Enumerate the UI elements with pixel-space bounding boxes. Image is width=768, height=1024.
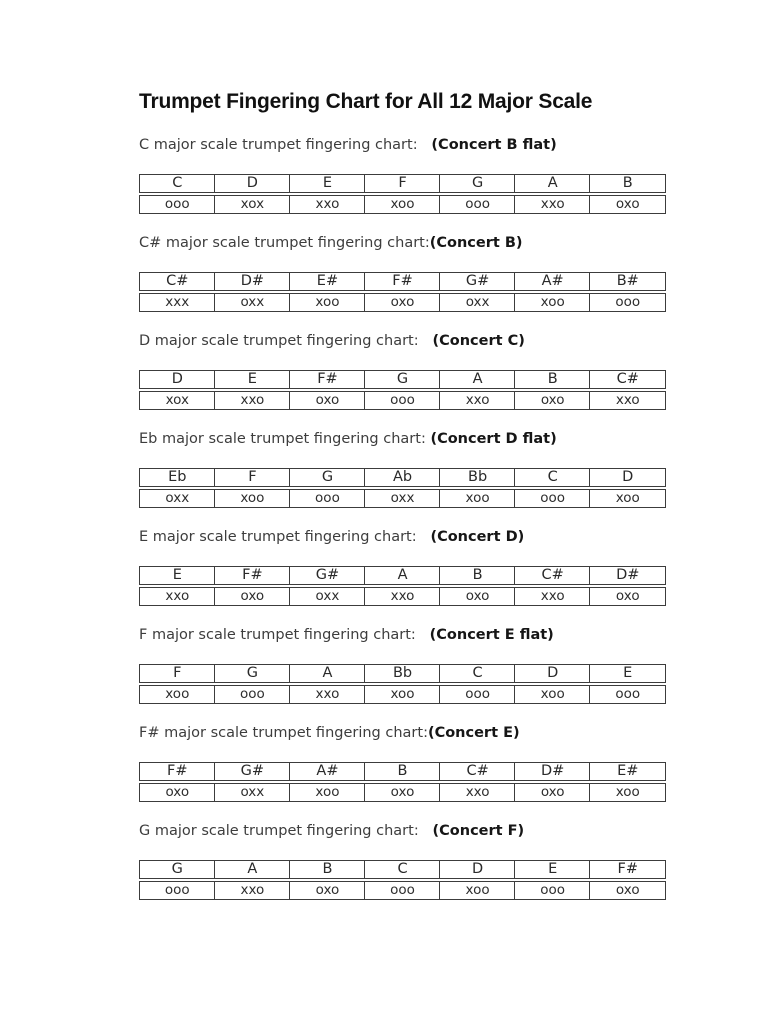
scale-caption [139,626,668,644]
fingering-cell: xoo [439,881,516,900]
scale-caption-concert: (Concert F) [432,823,525,839]
note-cell: B# [589,272,666,291]
fingering-cell: xxx [139,293,216,312]
note-cell: E# [589,762,666,781]
fingering-table [139,664,666,704]
scale-caption-text: E major scale trumpet fingering chart: [139,529,431,545]
fingering-cell: xxo [364,587,441,606]
scale-caption-concert: (Concert D) [430,529,525,545]
note-cell: Bb [439,468,516,487]
fingering-cell: oxx [289,587,366,606]
scale-section [139,724,668,802]
note-cell: E [139,566,216,585]
scale-caption-concert: (Concert B) [429,235,523,251]
page-title: Trumpet Fingering Chart for All 12 Major Scale [139,90,593,113]
fingering-cell: xox [214,195,291,214]
fingering-cell: xoo [514,293,591,312]
fingering-cell: oxx [214,293,291,312]
scale-caption-concert: (Concert C) [432,333,525,349]
fingering-cell: xoo [589,489,666,508]
fingering-cell: xox [139,391,216,410]
scale-caption-text: C# major scale trumpet fingering chart: [139,235,430,251]
scale-section [139,822,668,900]
note-cell: B [589,174,666,193]
fingering-cell: oxo [289,881,366,900]
fingering-cell: oxo [139,783,216,802]
note-cell: E [589,664,666,683]
fingering-cell: xoo [289,783,366,802]
scale-caption [139,528,668,546]
fingering-table [139,174,666,214]
fingering-cell: ooo [289,489,366,508]
scale-caption-concert: (Concert D flat) [430,431,557,447]
note-cell: C# [514,566,591,585]
note-cell: G# [214,762,291,781]
scale-caption [139,724,668,742]
note-cell: C [514,468,591,487]
fingering-cell: ooo [439,685,516,704]
fingering-cell: ooo [364,391,441,410]
note-cell: B [364,762,441,781]
fingering-cell: xoo [214,489,291,508]
note-cell: B [289,860,366,879]
note-row [139,762,666,781]
note-row [139,566,666,585]
fingering-cell: oxo [589,587,666,606]
scale-section [139,430,668,508]
scale-caption [139,234,668,252]
fingering-cell: oxx [439,293,516,312]
fingering-cell: ooo [514,881,591,900]
scale-caption [139,430,668,448]
fingering-cell: xxo [289,685,366,704]
note-cell: F# [589,860,666,879]
fingering-cell: xoo [589,783,666,802]
note-cell: G [214,664,291,683]
fingering-cell: xoo [364,685,441,704]
fingering-cell: oxo [589,195,666,214]
fingering-table [139,272,666,312]
note-cell: G# [439,272,516,291]
note-cell: C# [139,272,216,291]
fingering-cell: oxx [364,489,441,508]
fingering-cell: oxx [139,489,216,508]
fingering-table [139,468,666,508]
note-cell: B [514,370,591,389]
fingering-row [139,391,666,410]
fingering-cell: xoo [139,685,216,704]
note-cell: A [439,370,516,389]
fingering-cell: xoo [289,293,366,312]
fingering-cell: oxo [439,587,516,606]
note-cell: D# [514,762,591,781]
note-cell: F [214,468,291,487]
note-cell: A# [289,762,366,781]
note-row [139,370,666,389]
note-cell: D [589,468,666,487]
fingering-cell: xxo [139,587,216,606]
note-cell: F [139,664,216,683]
fingering-row [139,489,666,508]
note-cell: Ab [364,468,441,487]
note-cell: E [514,860,591,879]
fingering-cell: xxo [214,391,291,410]
note-cell: D [514,664,591,683]
fingering-cell: xoo [364,195,441,214]
note-cell: F# [139,762,216,781]
fingering-cell: oxo [514,391,591,410]
fingering-row [139,783,666,802]
fingering-row [139,293,666,312]
scale-caption-text: G major scale trumpet fingering chart: [139,823,433,839]
fingering-cell: xoo [514,685,591,704]
scale-caption [139,136,668,154]
fingering-row [139,685,666,704]
note-row [139,272,666,291]
scale-section [139,332,668,410]
fingering-cell: ooo [214,685,291,704]
scale-caption [139,822,668,840]
fingering-cell: oxo [589,881,666,900]
fingering-row [139,195,666,214]
fingering-cell: xxo [514,195,591,214]
fingering-cell: oxo [364,783,441,802]
scale-section [139,234,668,312]
note-row [139,664,666,683]
fingering-cell: ooo [589,293,666,312]
note-cell: A [364,566,441,585]
note-cell: A [214,860,291,879]
note-cell: D [214,174,291,193]
fingering-cell: xxo [514,587,591,606]
note-cell: F# [214,566,291,585]
fingering-cell: ooo [139,195,216,214]
scale-caption-concert: (Concert E flat) [429,627,554,643]
note-cell: A [289,664,366,683]
scale-caption [139,332,668,350]
fingering-cell: oxo [514,783,591,802]
note-cell: G [364,370,441,389]
note-cell: G# [289,566,366,585]
fingering-cell: ooo [364,881,441,900]
scale-caption-concert: (Concert B flat) [431,137,557,153]
note-cell: C [439,664,516,683]
note-cell: D# [214,272,291,291]
note-cell: C# [589,370,666,389]
note-cell: A# [514,272,591,291]
fingering-cell: xxo [214,881,291,900]
fingering-cell: ooo [589,685,666,704]
fingering-cell: ooo [139,881,216,900]
scale-caption-concert: (Concert E) [427,725,520,741]
note-cell: A [514,174,591,193]
scale-caption-text: D major scale trumpet fingering chart: [139,333,433,349]
note-cell: F# [364,272,441,291]
fingering-table [139,762,666,802]
fingering-cell: oxx [214,783,291,802]
scale-section [139,626,668,704]
note-cell: E [214,370,291,389]
fingering-cell: xxo [439,783,516,802]
fingering-cell: oxo [289,391,366,410]
fingering-cell: ooo [514,489,591,508]
note-cell: D# [589,566,666,585]
note-cell: D [439,860,516,879]
scale-caption-text: F# major scale trumpet fingering chart: [139,725,428,741]
note-cell: Bb [364,664,441,683]
fingering-cell: oxo [214,587,291,606]
scale-section [139,136,668,214]
scale-caption-text: Eb major scale trumpet fingering chart: [139,431,431,447]
note-row [139,468,666,487]
note-cell: C [364,860,441,879]
fingering-row [139,587,666,606]
note-row [139,860,666,879]
note-row [139,174,666,193]
note-cell: C [139,174,216,193]
note-cell: Eb [139,468,216,487]
fingering-cell: xxo [289,195,366,214]
note-cell: G [439,174,516,193]
scale-caption-text: C major scale trumpet fingering chart: [139,137,432,153]
note-cell: B [439,566,516,585]
note-cell: E# [289,272,366,291]
note-cell: C# [439,762,516,781]
fingering-cell: xxo [439,391,516,410]
note-cell: G [139,860,216,879]
fingering-cell: oxo [364,293,441,312]
scale-section [139,528,668,606]
note-cell: F [364,174,441,193]
fingering-table [139,370,666,410]
note-cell: G [289,468,366,487]
scale-caption-text: F major scale trumpet fingering chart: [139,627,430,643]
note-cell: F# [289,370,366,389]
fingering-table [139,566,666,606]
fingering-cell: xxo [589,391,666,410]
fingering-table [139,860,666,900]
sections-container [139,136,668,900]
note-cell: D [139,370,216,389]
fingering-cell: xoo [439,489,516,508]
fingering-row [139,881,666,900]
note-cell: E [289,174,366,193]
fingering-cell: ooo [439,195,516,214]
